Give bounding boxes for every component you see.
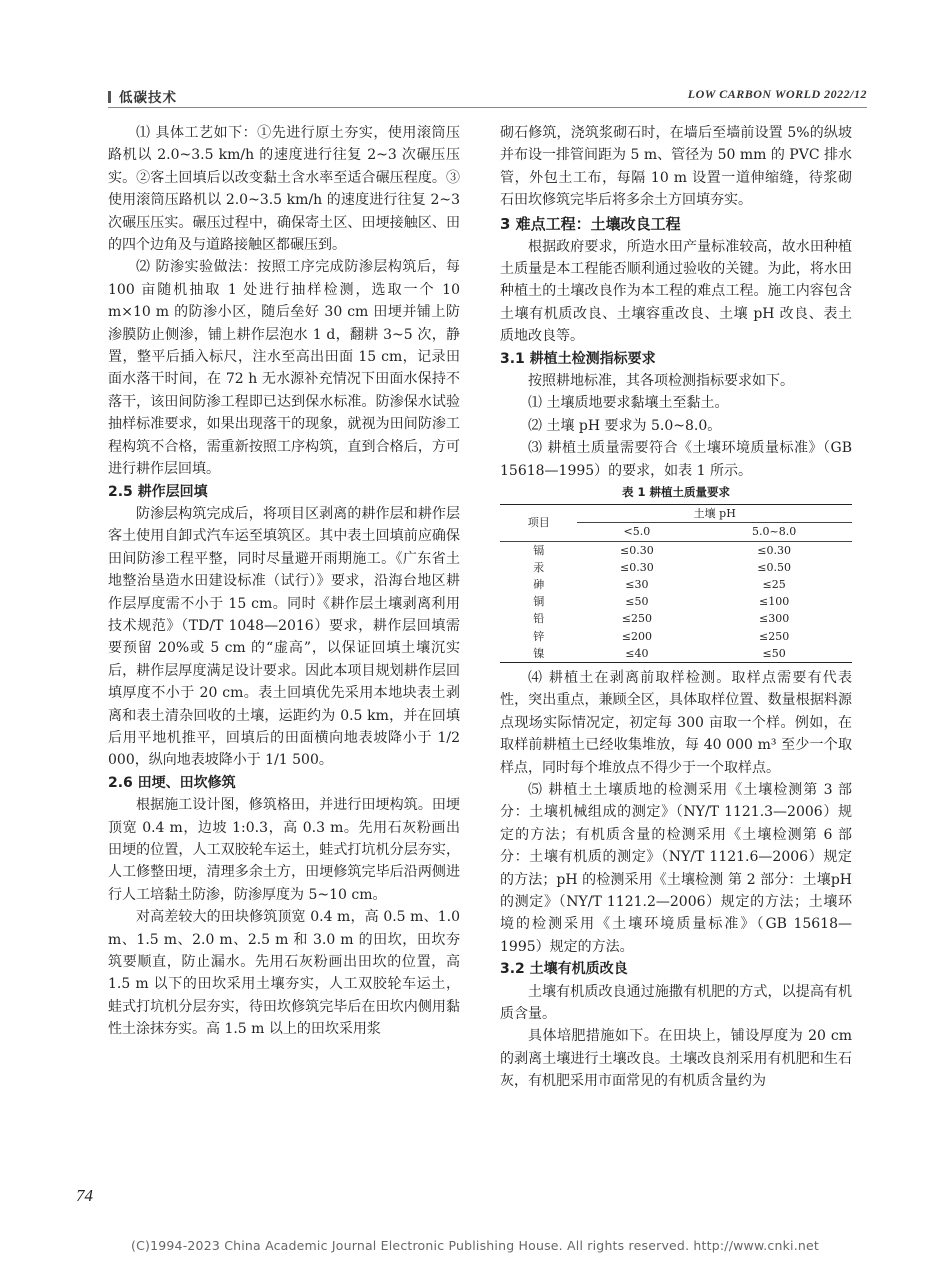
table-cell: ≤250 [621, 612, 652, 626]
table-row [500, 628, 852, 645]
header-section-label: 低碳技术 [119, 90, 177, 106]
table-row [500, 541, 852, 559]
table-row [500, 593, 852, 610]
section-heading-3-1: 3.1 耕植土检测指标要求 [500, 350, 656, 367]
table-cell: ≤25 [762, 577, 786, 591]
table-cell-name: 汞 [533, 560, 545, 574]
table-row [500, 576, 852, 593]
table-cell-name: 铅 [533, 612, 545, 626]
paragraph: 根据政府要求，所造水田产量标准较高，故水田种植土质量是本工程能否顺利通过验收的关键。为此，将水田种植土的土壤改良作为本工程的难点工程。施工内容包含土壤有机质改良、土壤容重改良、土壤 pH 改良、表土质地改良等。 [500, 238, 852, 345]
copyright-footer: (C)1994-2023 China Academic Journal Electronic Publishing House. All rights reserved. http://www.cnki.net [131, 1238, 819, 1253]
paragraph: ⑵ 土壤 pH 要求为 5.0~8.0。 [528, 417, 722, 434]
paragraph: 土壤有机质改良通过施撒有机肥的方式，以提高有机质含量。 [500, 983, 852, 1023]
section-heading-3: 3 难点工程：土壤改良工程 [500, 214, 681, 233]
paragraph: ⑴ 具体工艺如下：①先进行原土夯实，使用滚筒压路机以 2.0~3.5 km/h 的速度进行往复 2~3 次碾压压实。②客土回填后以改变黏土含水率至适合碾压程度。③使用滚筒压路机以 2.0~3.5 km/h 的速度进行往复 2~3 次碾压压实。碾压过程中，确保寄土区、田埂接触区、田的四个边角及与道路接触区都碾压到。 [108, 125, 460, 254]
paragraph: 具体培肥措施如下。在田块上，铺设厚度为 20 cm 的剥离土壤进行土壤改良。土壤改良剂采用有机肥和生石灰，有机肥采用市面常见的有机质含量约为 [500, 1028, 852, 1090]
table-caption: 表 1 耕植土质量要求 [621, 485, 730, 500]
table-cell-name: 铜 [533, 595, 545, 609]
table-cell: ≤0.30 [620, 560, 654, 574]
table-row [500, 559, 852, 576]
table-cell: ≤40 [577, 645, 696, 663]
table-cell: ≤0.30 [620, 543, 654, 557]
table-cell: ≤0.50 [757, 560, 791, 574]
table-cell: ≤200 [621, 629, 652, 643]
paragraph: ⑷ 耕植土在剥离前取样检测。取样点需要有代表性，突出重点，兼顾全区，具体取样位置、数量根据料源点现场实际情况定，初定每 300 亩取一个样。例如，在取样前耕植土已经收集堆放，每 40 000 m³ 至少一个取样点，同时每个堆放点不得少于一个取样点。 [500, 669, 852, 776]
table-cell-name: 镉 [533, 543, 545, 557]
table-cell: ≤0.30 [757, 543, 791, 557]
paragraph: ⑸ 耕植土土壤质地的检测采用《土壤检测第 3 部分：土壤机械组成的测定》（NY/T 1121.3—2006）规定的方法；有机质含量的检测采用《土壤检测第 6 部分：土壤有机质的测定》（NY/T 1121.6—2006）规定的方法；pH 的检测采用《土壤检测 第 2 部分：土壤pH 的测定》（NY/T 1121.2—2006）规定的方法；土壤环境的检测采用《土壤环境质量标准》（GB 15618—1995）规定的方法。 [500, 781, 852, 955]
table-header-ph-low: <5.0 [577, 523, 696, 541]
running-header-journal: LOW CARBON WORLD 2022/12 [687, 87, 867, 101]
paragraph: 对高差较大的田块修筑顶宽 0.4 m，高 0.5 m、1.0 m、1.5 m、2.0 m、2.5 m 和 3.0 m 的田坎，田坎夯筑要顺直，防止漏水。先用石灰粉画出田坎的位置，高 1.5 m 以下的田坎采用土壤夯实，人工双胶轮车运土，蛙式打坑机分层夯实，待田坎修筑完毕后在田坎内侧用黏性土涂抹夯实。高 1.5 m 以上的田坎采用浆 [108, 909, 460, 1038]
quality-table [500, 504, 852, 663]
paragraph: 按照耕地标准，其各项检测指标要求如下。 [528, 373, 794, 390]
paragraph: ⑶ 耕植土质量需要符合《土壤环境质量标准》（GB 15618—1995）的要求，如表 1 所示。 [500, 440, 852, 479]
table-cell-name: 镍 [500, 645, 577, 663]
table-cell: ≤100 [759, 595, 790, 609]
paragraph: ⑵ 防渗实验做法：按照工序完成防渗层构筑后，每 100 亩随机抽取 1 处进行抽样检测，选取一个 10 m×10 m 的防渗小区，随后垒好 30 cm 田埂并铺上防渗膜防止侧渗，铺上耕作层泡水 1 d，翻耕 3~5 次，静置，整平后插入标尺，注水至高出田面 15 cm，记录田面水落干时间，在 72 h 无水源补充情况下田面水保持不落干，该田间防渗工程即已达到保水标准。防渗保水试验抽样标准要求，如果出现落干的现象，就视为田间防渗工程构筑不合格，需重新按照工序构筑，直到合格后，方可进行耕作层回填。 [108, 259, 460, 478]
table-cell-name: 锌 [533, 629, 545, 643]
section-heading-3-2: 3.2 土壤有机质改良 [500, 961, 628, 978]
running-header-section [108, 86, 177, 106]
right-column [500, 122, 852, 1093]
table-header-row [500, 505, 852, 523]
table-header-ph-mid: 5.0~8.0 [696, 523, 852, 541]
paragraph: ⑴ 土壤质地要求黏壤土至黏土。 [528, 395, 729, 412]
table-row [500, 645, 852, 663]
table-row [500, 610, 852, 627]
table-header-group: 土壤 pH [577, 505, 852, 523]
paragraph: 砌石修筑，浇筑浆砌石时，在墙后至墙前设置 5%的纵坡并布设一排管间距为 5 m、管径为 50 mm 的 PVC 排水管，外包土工布，每隔 10 m 设置一道伸缩缝，待浆砌石田坎修筑完毕后将多余土方回填夯实。 [500, 125, 852, 209]
table-cell-name: 砷 [533, 577, 545, 591]
paragraph: 根据施工设计图，修筑格田，并进行田埂构筑。田埂顶宽 0.4 m，边坡 1:0.3，高 0.3 m。先用石灰粉画出田埂的位置，人工双胶轮车运土，蛙式打坑机分层夯实，人工修整田埂，清理多余土方，田埂修筑完毕后沿两侧进行人工培黏土防渗，防渗厚度为 5~10 cm。 [108, 797, 460, 903]
left-column [108, 122, 460, 1041]
section-heading-2-6: 2.6 田埂、田坎修筑 [108, 774, 236, 791]
header-bar [108, 91, 111, 103]
table-cell: ≤300 [759, 612, 790, 626]
header-rule [108, 107, 867, 108]
table-cell: ≤30 [625, 577, 649, 591]
page-number: 74 [76, 1186, 93, 1205]
table-header-item: 项目 [500, 505, 577, 541]
table-cell: ≤50 [625, 595, 649, 609]
table-cell: ≤250 [759, 629, 790, 643]
section-heading-2-5: 2.5 耕作层回填 [108, 483, 208, 500]
table-cell: ≤50 [696, 645, 852, 663]
paragraph: 防渗层构筑完成后，将项目区剥离的耕作层和耕作层客土使用自卸式汽车运至填筑区。其中表土回填前应确保田间防渗工程平整，同时尽量避开雨期施工。《广东省土地整治垦造水田建设标准（试行）》要求，沿海台地区耕作层厚度需不小于 15 cm。同时《耕作层土壤剥离利用技术规范》（TD/T 1048—2016）要求，耕作层回填需要预留 20%或 5 cm 的“虚高”，以保证回填土壤沉实后，耕作层厚度满足设计要求。因此本项目规划耕作层回填厚度不小于 20 cm。表土回填优先采用本地块表土剥离和表土清杂回收的土壤，运距约为 0.5 km，并在回填后用平地机推平，回填后的田面横向地表坡降小于 1/2 000，纵向地表坡降小于 1/1 500。 [108, 505, 460, 769]
